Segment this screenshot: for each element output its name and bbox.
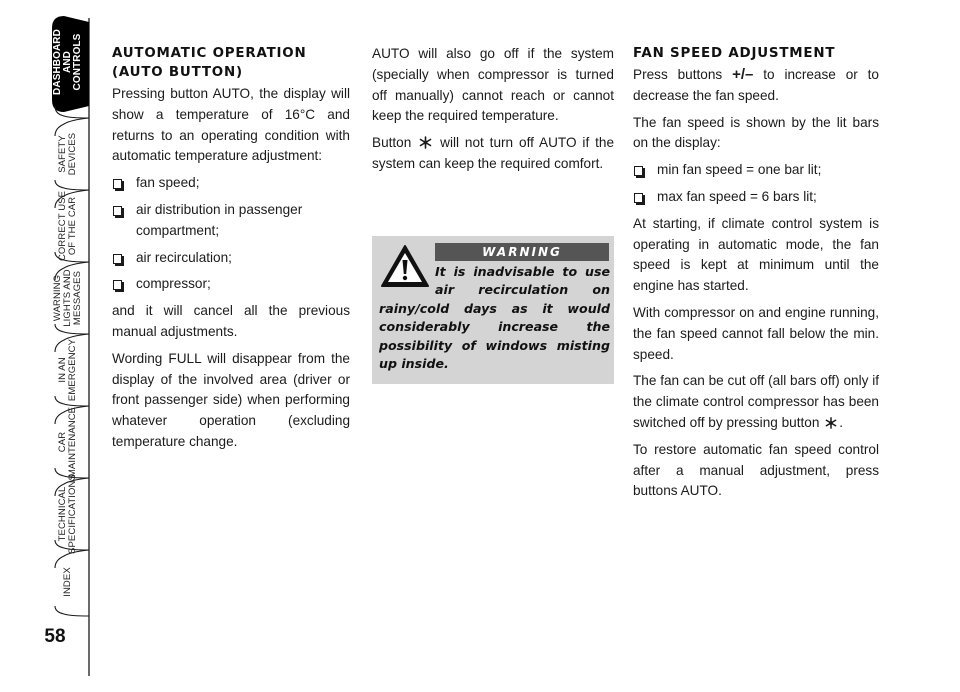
- tab-label-line: INDEX: [61, 567, 73, 597]
- checkbox-bullet-icon: [113, 254, 122, 264]
- list-item: [633, 160, 879, 181]
- tab-label-line: CONTROLS: [72, 33, 83, 91]
- list-item: [112, 173, 350, 194]
- list-item-text: air recirculation;: [136, 249, 232, 265]
- tab-label-line: EMERGENCY: [67, 338, 79, 402]
- checkbox-bullet-icon: [113, 280, 122, 290]
- checkbox-bullet-icon: [634, 193, 643, 203]
- tab-label-line: WARNING: [52, 274, 63, 322]
- paragraph-text: The fan can be cut off (all bars off) only if the climate control compressor has been switched off by pressing button: [633, 373, 879, 430]
- column-auto-notes: [372, 44, 614, 181]
- section-heading-automatic-operation: [112, 44, 350, 82]
- list-item: [112, 274, 350, 295]
- tab-label-line: SAFETY: [57, 135, 68, 173]
- tab-label-line: CORRECT USE: [57, 190, 69, 262]
- paragraph: At starting, if climate control system is operating in automatic mode, the fan speed is kept at minimum until the engine has started.: [633, 215, 879, 294]
- paragraph: Wording FULL will disappear from the display of the involved area (driver or front passenger side) when performing whatever operation (excluding temperature change.: [112, 350, 350, 449]
- list-item: [112, 248, 350, 269]
- tab-label-line: DEVICES: [67, 132, 78, 176]
- warning-text: It is inadvisable to use air recirculation on rainy/cold days as it would considerably increase the possibility of windows misting up inside.: [379, 264, 610, 372]
- warning-box: [372, 236, 614, 384]
- section-heading-fan-speed-adjustment: FAN SPEED ADJUSTMENT: [633, 46, 836, 61]
- paragraph: [372, 133, 614, 175]
- tab-label-line: IN AN: [57, 357, 69, 383]
- column-automatic-operation: [112, 44, 350, 459]
- tab-label-line: OF THE CAR: [67, 196, 79, 256]
- paragraph-text: to increase or to decrease the fan speed.: [633, 67, 879, 103]
- paragraph: [633, 65, 879, 107]
- list-item-text: max fan speed = 6 bars lit;: [657, 188, 817, 204]
- tab-label-line: MESSAGES: [72, 270, 83, 326]
- chapter-tabs-graphic: [0, 0, 100, 692]
- chapter-tab-rail: [0, 0, 100, 692]
- tab-label-line: TECHNICAL: [57, 486, 68, 542]
- tab-label-line: MAINTENANCE: [67, 406, 78, 478]
- page-number: 58: [44, 626, 66, 647]
- fan-icon: [825, 417, 837, 429]
- heading-line: AUTOMATIC OPERATION: [112, 46, 307, 61]
- paragraph-text: Press buttons: [633, 67, 723, 82]
- checkbox-bullet-icon: [634, 166, 643, 176]
- paragraph: and it will cancel all the previous manual adjustments.: [112, 303, 350, 339]
- checkbox-bullet-icon: [113, 179, 122, 189]
- paragraph: [633, 371, 879, 433]
- warning-label: WARNING: [435, 243, 609, 261]
- column-fan-speed-adjustment: [633, 44, 879, 508]
- paragraph: The fan speed is shown by the lit bars on the display:: [633, 114, 879, 151]
- fan-icon: [419, 136, 432, 149]
- list-item-text: fan speed;: [136, 175, 200, 191]
- paragraph-text: .: [839, 414, 843, 430]
- tab-label-line: AND: [62, 51, 73, 73]
- list-item-text: air distribution in passenger compartment;: [136, 201, 303, 238]
- paragraph: AUTO will also go off if the system (specially when compressor is turned off manually) cannot reach or cannot keep the required temperature.: [372, 46, 614, 124]
- paragraph: With compressor on and engine running, the fan speed cannot fall below the min. speed.: [633, 304, 879, 362]
- plus-minus-buttons-symbol: +/–: [732, 66, 754, 83]
- tab-label-line: DASHBOARD: [52, 29, 63, 95]
- tab-label-line: SPECIFICATIONS: [67, 474, 78, 554]
- list-item: [112, 200, 350, 242]
- paragraph-text: Button: [372, 135, 412, 151]
- tab-label-line: CAR: [57, 431, 68, 453]
- list-item-text: compressor;: [136, 276, 211, 292]
- paragraph: Pressing button AUTO, the display will show a temperature of 16°C and returns to an operating condition with automatic temperature adjustment:: [112, 86, 350, 164]
- list-item: [633, 187, 879, 208]
- paragraph-text: will not turn off AUTO if the system can keep the required comfort.: [372, 135, 615, 171]
- tab-label-line: LIGHTS AND: [62, 269, 73, 327]
- checkbox-bullet-icon: [113, 206, 122, 216]
- heading-line: (AUTO BUTTON): [112, 65, 243, 80]
- paragraph: To restore automatic fan speed control after a manual adjustment, press buttons AUTO.: [633, 441, 879, 499]
- list-item-text: min fan speed = one bar lit;: [657, 162, 822, 178]
